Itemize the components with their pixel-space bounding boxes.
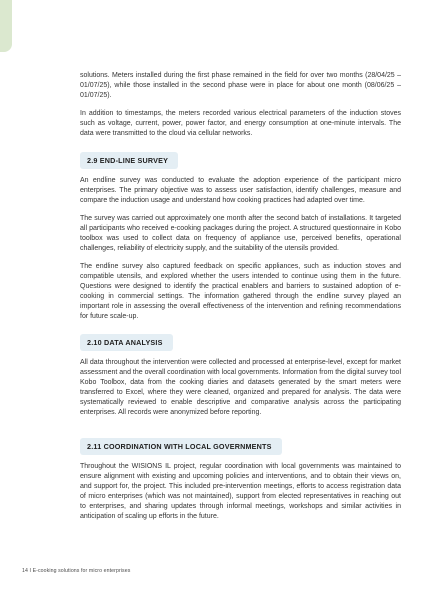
page-body <box>80 71 401 522</box>
section-heading: 2.9 END-LINE SURVEY <box>80 152 178 169</box>
page-footer: 14 I E-cooking solutions for micro enterprises <box>22 568 131 574</box>
side-accent-bar <box>0 0 12 52</box>
intro-paragraph-1: solutions. Meters installed during the first phase remained in the field for over two months (28/04/25 – 01/07/25), while those installed in the second phase were in place for about one month (08/06/25 – 01/07/25). <box>80 72 401 99</box>
section-heading: 2.11 COORDINATION WITH LOCAL GOVERNMENTS <box>80 438 282 455</box>
section-data-analysis <box>80 332 401 418</box>
section-coordination-local-governments <box>80 436 401 522</box>
section-paragraph: An endline survey was conducted to evaluate the adoption experience of the participant micro enterprises. The primary objective was to assess user satisfaction, identify challenges, measure and compare the induction usage and understand how cooking practices had adapted over time. <box>80 177 401 204</box>
intro-paragraph-2: In addition to timestamps, the meters recorded various electrical parameters of the induction stoves such as voltage, current, power, power factor, and energy consumption at one-minute intervals. The data were transmitted to the cloud via cellular networks. <box>80 110 401 137</box>
section-paragraph: All data throughout the intervention were collected and processed at enterprise-level, except for market assessment and the overall coordination with local governments. Information from the digital survey tool Kobo Toolbox, data from the cooking diaries and datasets generated by the smart meters were transferred to Excel, where they were cleaned, organized and prepared for analysis. The data were systematically reviewed to enable descriptive and comparative analysis across the participating enterprises. All records were anonymized before reporting. <box>80 359 401 416</box>
section-paragraph: The endline survey also captured feedback on specific appliances, such as induction stoves and compatible utensils, and explored whether the users intended to continue using them in the future. Questions were designed to identify the practical enablers and barriers to sustained adoption of e-cooking in commercial settings. The information gathered through the endline survey played an important role in assessing the overall effectiveness of the intervention and refining recommendations for future scale-up. <box>80 263 401 320</box>
section-heading: 2.10 DATA ANALYSIS <box>80 334 173 351</box>
section-end-line-survey <box>80 150 401 322</box>
section-paragraph: The survey was carried out approximately one month after the second batch of installations. It targeted all participants who received e-cooking packages during the project. A structured questionnaire in Kobo toolbox was used to collect data on frequency of appliance use, perceived benefits, operational challenges, reliability of electricity supply, and the suitability of the utensils provided. <box>80 215 401 252</box>
section-paragraph: Throughout the WISIONS IL project, regular coordination with local governments was maintained to ensure alignment with existing and upcoming policies and interventions, and to obtain their views on, and support for, the project. This included pre-intervention meetings, efforts to access registration data of micro enterprises (which was not maintained), support from elected representatives in reaching out to enterprises, and sharing updates through informal meetings, workshops and similar activities in anticipation of scaling up efforts in the future. <box>80 463 401 520</box>
